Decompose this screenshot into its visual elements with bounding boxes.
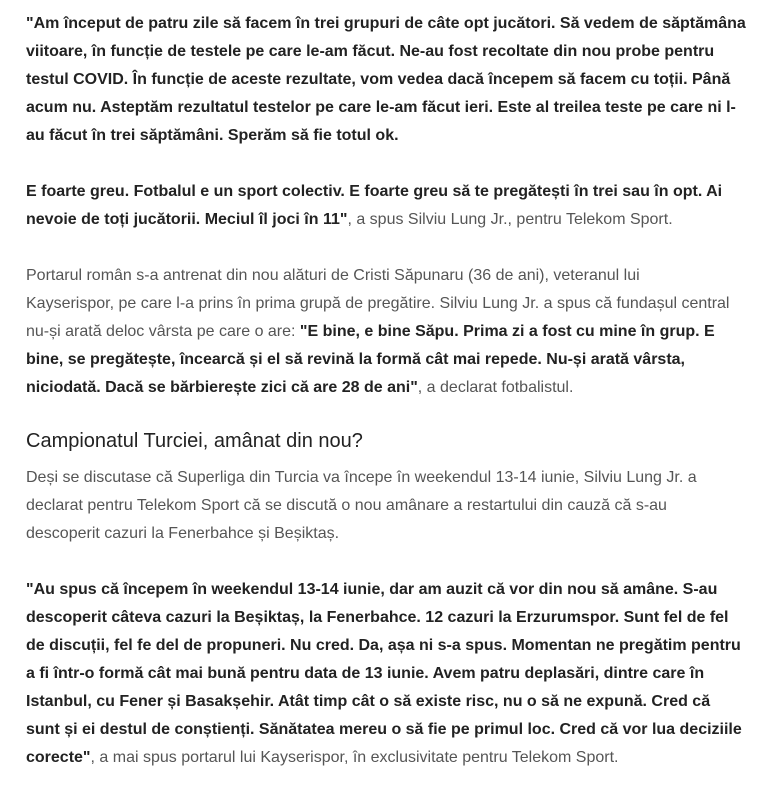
text-line: [26, 206, 781, 234]
quote-paragraph-2: [26, 178, 781, 234]
quote-text: nevoie de toți jucătorii. Meciul îl joci în 11": [26, 211, 348, 228]
text-line: acum nu. Asteptăm rezultatul testelor pe care le-am făcut ieri. Este al treilea teste pe care ni l-: [26, 99, 736, 116]
body-paragraph-4: [26, 464, 781, 548]
attribution-text: , a mai spus portarul lui Kayserispor, în exclusivitate pentru Telekom Sport.: [90, 749, 619, 766]
text-line: Istanbul, cu Fener și Basakșehir. Atât timp cât o să existe risc, nu o să ne expună. Cred că: [26, 693, 711, 710]
text-line: [26, 374, 781, 402]
quote-text: corecte": [26, 749, 91, 766]
text-line: Deși se discutase că Superliga din Turcia va începe în weekendul 13-14 iunie, Silviu Lung Jr. a: [26, 469, 697, 486]
text-line: a fi într-o formă cât mai bună pentru data de 13 iunie. Avem patru deplasări, dintre care în: [26, 665, 705, 682]
body-text: nu-și arată deloc vârsta pe care o are:: [26, 323, 300, 340]
text-line: testul COVID. În funcție de aceste rezultate, vom vedea dacă începem să facem cu toții. Până: [26, 71, 731, 88]
text-line: sunt și ei destul de conștienți. Sănătatea mereu o să fie pe primul loc. Cred că vor lua deciziile: [26, 721, 742, 738]
quote-text: niciodată. Dacă se bărbierește zici că are 28 de ani": [26, 379, 418, 396]
section-heading: Campionatul Turciei, amânat din nou?: [26, 430, 363, 452]
text-line: bine, se pregătește, încearcă și el să revină la formă cât mai repede. Nu-și arată vârsta,: [26, 351, 685, 368]
quote-paragraph-5: [26, 576, 781, 772]
text-line: de discuții, fel fe del de propuneri. Nu cred. Da, așa ni s-a spus. Momentan ne pregătim pentru: [26, 637, 741, 654]
text-line: "Au spus că începem în weekendul 13-14 iunie, dar am auzit că vor din nou să amâne. S-au: [26, 581, 718, 598]
text-line: declarat pentru Telekom Sport că se discută o nou amânare a restartului din cauză că s-au: [26, 497, 667, 514]
text-line: [26, 318, 781, 346]
quote-text: "E bine, e bine Săpu. Prima zi a fost cu mine în grup. E: [299, 323, 715, 340]
text-line: [26, 744, 781, 772]
text-line: viitoare, în funcție de testele pe care le-am făcut. Ne-au fost recoltate din nou probe pentru: [26, 43, 715, 60]
text-line: "Am început de patru zile să facem în trei grupuri de câte opt jucători. Să vedem de săptămâna: [26, 15, 746, 32]
attribution-text: , a spus Silviu Lung Jr., pentru Telekom Sport.: [347, 211, 673, 228]
body-paragraph-3: [26, 262, 781, 402]
text-line: Portarul român s-a antrenat din nou alături de Cristi Săpunaru (36 de ani), veteranul lui: [26, 267, 640, 284]
quote-paragraph-1: [26, 10, 781, 150]
text-line: descoperit câteva cazuri la Beșiktaș, la Fenerbahce. 12 cazuri la Erzurumspor. Sunt fel de fel: [26, 609, 729, 626]
text-line: E foarte greu. Fotbalul e un sport colectiv. E foarte greu să te pregătești în trei sau în opt. Ai: [26, 183, 723, 200]
attribution-text: , a declarat fotbalistul.: [417, 379, 574, 396]
text-line: descoperit cazuri la Fenerbahce și Beșiktaș.: [26, 525, 340, 542]
text-line: Kayserispor, pe care l-a prins în prima grupă de pregătire. Silviu Lung Jr. a spus că fundașul central: [26, 295, 730, 312]
text-line: au făcut în trei săptămâni. Sperăm să fie totul ok.: [26, 127, 399, 144]
